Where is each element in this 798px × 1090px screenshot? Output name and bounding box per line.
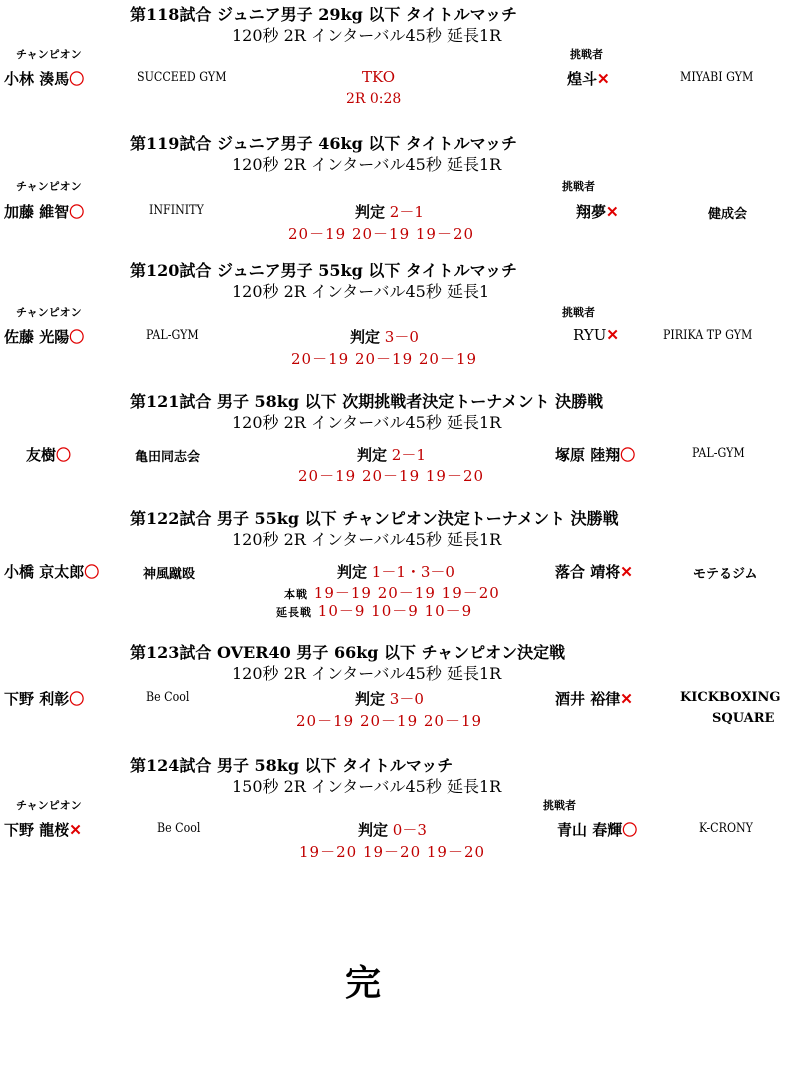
bout-header: 第121試合 男子 58kg 以下 次期挑戦者決定トーナメント 決勝戦: [130, 392, 604, 411]
left-gym: PAL-GYM: [146, 328, 199, 343]
result-label: 判定: [350, 328, 381, 346]
win-mark: 〇: [620, 446, 636, 464]
bout-rules: 120秒 2R インターバル45秒 延長1R: [232, 26, 502, 45]
left-fighter: [4, 688, 84, 709]
left-gym: SUCCEED GYM: [137, 70, 227, 85]
left-fighter: [4, 326, 84, 347]
judge-scores: 19－20 19－20 19－20: [299, 843, 486, 861]
main-score-values: 19－19 20－19 19－20: [313, 584, 500, 602]
bout-121: [0, 389, 798, 489]
result: [355, 201, 424, 222]
right-fighter-name: 落合 靖将: [555, 563, 621, 581]
win-mark: 〇: [69, 70, 85, 88]
win-mark: 〇: [84, 563, 100, 581]
bout-118: [0, 2, 798, 112]
right-role: 挑戦者: [543, 799, 576, 812]
right-gym-line2: SQUARE: [712, 711, 775, 726]
judge-scores: 20－19 20－19 19－20: [298, 467, 485, 485]
right-fighter-name: RYU: [573, 326, 607, 344]
bout-rules: 120秒 2R インターバル45秒 延長1R: [232, 664, 502, 683]
bout-123: [0, 640, 798, 740]
result-value: 2－1: [391, 446, 426, 464]
left-fighter-name: 小林 湊馬: [4, 70, 70, 88]
right-gym: KICKBOXING: [680, 690, 781, 705]
result-detail: 2R 0:28: [346, 91, 402, 107]
bout-rules: 150秒 2R インターバル45秒 延長1R: [232, 777, 502, 796]
bout-124: [0, 753, 798, 863]
left-gym: INFINITY: [149, 203, 204, 218]
right-gym: モテるジム: [693, 567, 758, 582]
result-label: 判定: [337, 563, 368, 581]
result-value: 0－3: [392, 821, 427, 839]
result-value: 1－1・3－0: [371, 563, 455, 581]
lose-mark: ✕: [597, 70, 610, 88]
main-label: 本戦: [284, 588, 308, 601]
bout-rules: 120秒 2R インターバル45秒 延長1R: [232, 155, 502, 174]
left-gym: 神風蹴殴: [143, 567, 196, 582]
bout-header: 第123試合 OVER40 男子 66kg 以下 チャンピオン決定戦: [130, 643, 566, 662]
left-role: チャンピオン: [16, 48, 82, 61]
lose-mark: ✕: [606, 326, 619, 344]
right-fighter: [555, 444, 635, 465]
result-label: 判定: [358, 821, 389, 839]
left-gym: Be Cool: [157, 821, 201, 836]
left-fighter-name: 佐藤 光陽: [4, 328, 70, 346]
bout-119: [0, 131, 798, 241]
lose-mark: ✕: [606, 203, 619, 221]
left-fighter: [4, 561, 99, 582]
bout-rules: 120秒 2R インターバル45秒 延長1R: [232, 530, 502, 549]
right-fighter: [555, 688, 633, 709]
bout-header: 第122試合 男子 55kg 以下 チャンピオン決定トーナメント 決勝戦: [130, 509, 619, 528]
result: [337, 561, 455, 582]
result-value: 3－0: [384, 328, 419, 346]
judge-scores: 20－19 20－19 19－20: [288, 225, 475, 243]
win-mark: 〇: [69, 690, 85, 708]
lose-mark: ✕: [69, 821, 82, 839]
ext-score-values: 10－9 10－9 10－9: [317, 602, 473, 620]
right-fighter-name: 煌斗: [567, 70, 598, 88]
left-fighter-name: 下野 龍桜: [4, 821, 70, 839]
left-gym: Be Cool: [146, 690, 190, 705]
bout-header: 第124試合 男子 58kg 以下 タイトルマッチ: [130, 756, 454, 775]
right-fighter: [573, 326, 619, 344]
left-fighter: [4, 819, 82, 840]
right-gym: K-CRONY: [699, 821, 753, 836]
bout-122: [0, 506, 798, 626]
win-mark: 〇: [69, 203, 85, 221]
left-fighter-name: 小橋 京太郎: [4, 563, 85, 581]
right-fighter-name: 酒井 裕律: [555, 690, 621, 708]
left-fighter-name: 友樹: [26, 446, 57, 464]
result-value: 2－1: [389, 203, 424, 221]
left-fighter-name: 下野 利彰: [4, 690, 70, 708]
right-fighter: [557, 819, 637, 840]
result: [350, 326, 419, 347]
end-mark: 完: [345, 962, 382, 1004]
right-fighter-name: 青山 春輝: [557, 821, 623, 839]
right-fighter-name: 翔夢: [576, 203, 607, 221]
bout-rules: 120秒 2R インターバル45秒 延長1R: [232, 413, 502, 432]
result: TKO: [362, 68, 396, 86]
right-gym: PAL-GYM: [692, 446, 745, 461]
bout-rules: 120秒 2R インターバル45秒 延長1: [232, 282, 490, 301]
bout-header: 第118試合 ジュニア男子 29kg 以下 タイトルマッチ: [130, 5, 517, 24]
left-role: チャンピオン: [16, 180, 82, 193]
ext-scores: [276, 600, 472, 621]
right-gym: 健成会: [708, 207, 748, 222]
ext-label: 延長戦: [276, 606, 312, 619]
lose-mark: ✕: [620, 690, 633, 708]
left-fighter: [4, 68, 84, 89]
result-label: 判定: [355, 690, 386, 708]
right-role: 挑戦者: [562, 306, 595, 319]
bout-header: 第120試合 ジュニア男子 55kg 以下 タイトルマッチ: [130, 261, 517, 280]
right-fighter: [567, 68, 610, 89]
left-fighter-name: 加藤 維智: [4, 203, 70, 221]
right-gym: PIRIKA TP GYM: [663, 328, 753, 343]
win-mark: 〇: [56, 446, 72, 464]
result: [357, 444, 426, 465]
right-role: 挑戦者: [570, 48, 603, 61]
left-role: チャンピオン: [16, 799, 82, 812]
win-mark: 〇: [622, 821, 638, 839]
lose-mark: ✕: [620, 563, 633, 581]
win-mark: 〇: [69, 328, 85, 346]
result-label: 判定: [355, 203, 386, 221]
right-gym: MIYABI GYM: [680, 70, 754, 85]
bout-header: 第119試合 ジュニア男子 46kg 以下 タイトルマッチ: [130, 134, 517, 153]
result-label: 判定: [357, 446, 388, 464]
result-value: 3－0: [389, 690, 424, 708]
result: [358, 819, 427, 840]
left-fighter: [4, 201, 84, 222]
right-fighter-name: 塚原 陸翔: [555, 446, 621, 464]
right-role: 挑戦者: [562, 180, 595, 193]
right-fighter: [576, 201, 619, 222]
judge-scores: 20－19 20－19 20－19: [291, 350, 478, 368]
result: [355, 688, 424, 709]
right-fighter: [555, 561, 633, 582]
left-role: チャンピオン: [16, 306, 82, 319]
bout-120: [0, 258, 798, 368]
left-fighter: [26, 444, 71, 465]
judge-scores: 20－19 20－19 20－19: [296, 712, 483, 730]
left-gym: 亀田同志会: [135, 450, 201, 465]
